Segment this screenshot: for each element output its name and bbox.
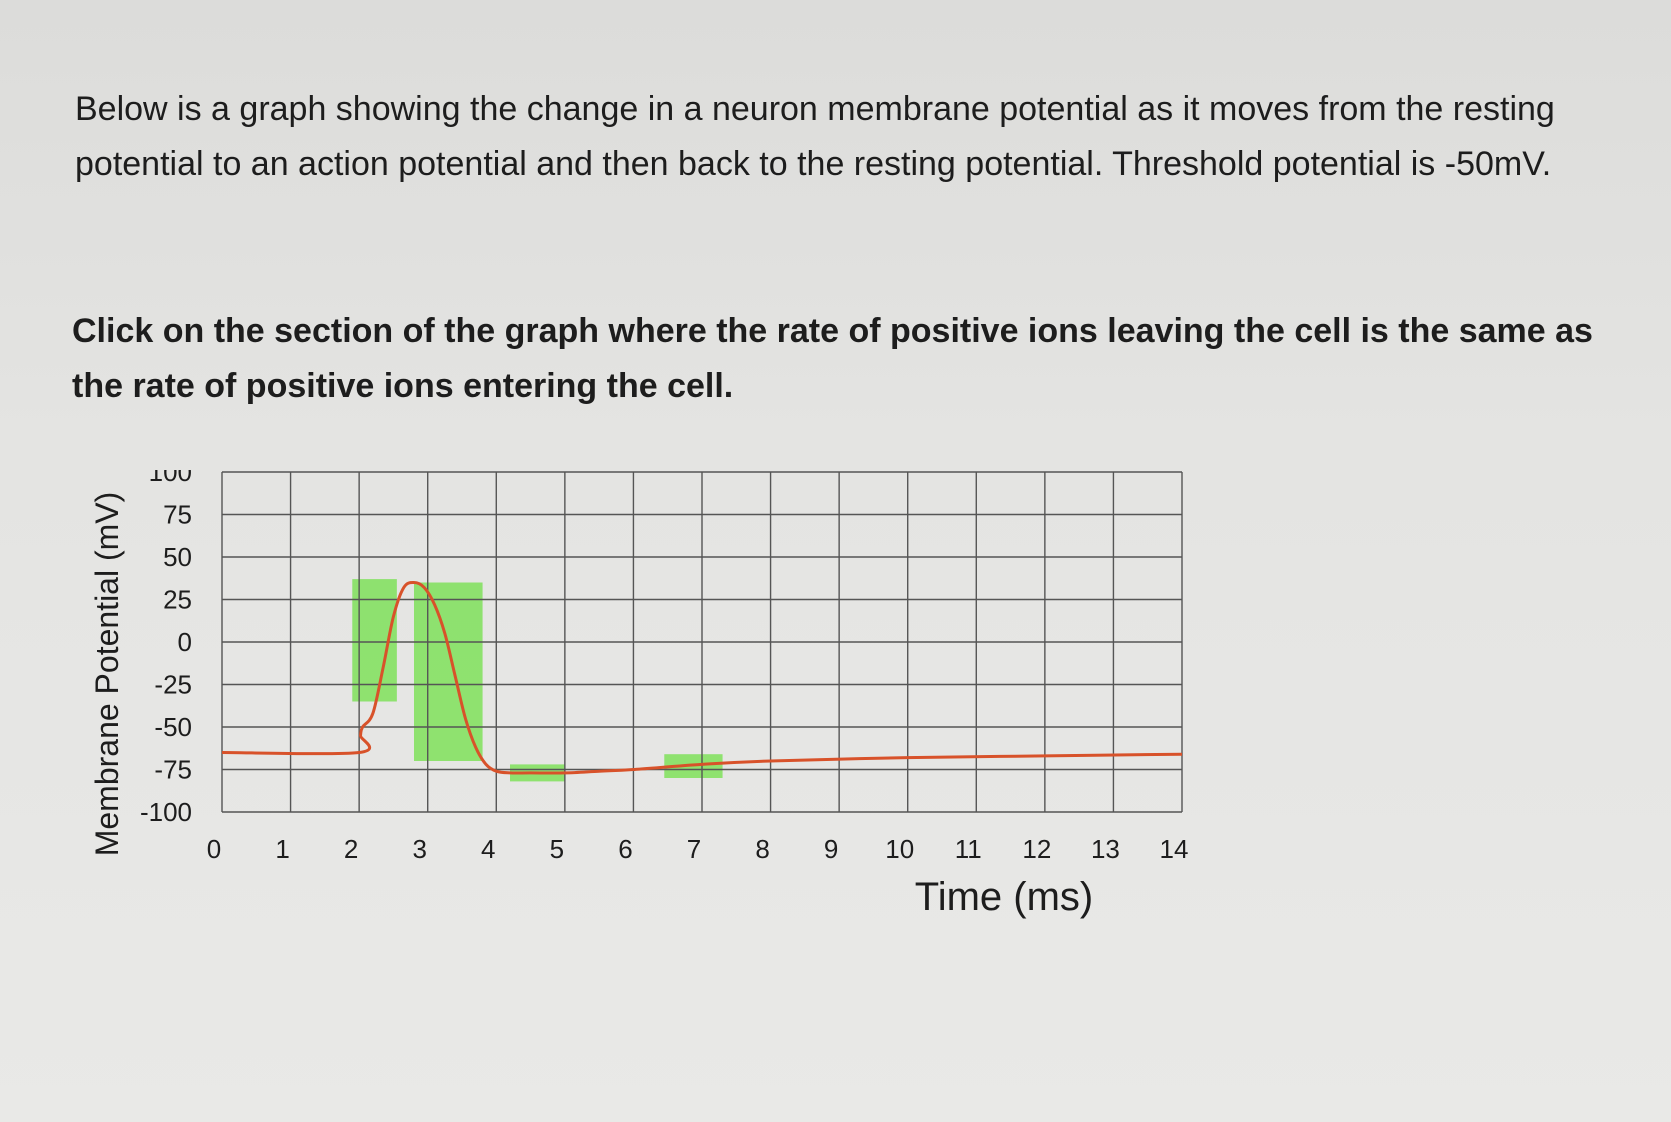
y-tick-label: -25 (154, 669, 192, 700)
x-tick-label: 5 (549, 834, 565, 864)
x-tick-label: 13 (1090, 834, 1120, 864)
y-tick-label: -100 (139, 797, 192, 827)
x-tick-label: 11 (954, 834, 982, 864)
x-tick-label: 4 (481, 834, 496, 864)
y-tick-label: -50 (154, 712, 192, 742)
x-tick-label: 1 (275, 834, 290, 864)
y-tick-label: 25 (163, 584, 192, 615)
question-intro-text: Below is a graph showing the change in a neuron membrane potential as it moves from the resting potential to an action potential and then back to the resting potential. Threshold potential is -50mV. (75, 90, 1555, 183)
x-tick-label: 6 (618, 834, 633, 864)
y-tick-label: 100 (148, 470, 192, 487)
chart-svg (70, 470, 1270, 990)
x-tick-label: 14 (1159, 834, 1189, 864)
y-tick-labels (140, 470, 192, 827)
x-tick-label: 12 (1022, 834, 1052, 864)
question-prompt-text: Click on the section of the graph where the rate of positive ions leaving the cell is the same as the rate of positive ions entering the cell. (72, 312, 1593, 405)
y-tick-label: 75 (163, 499, 192, 530)
x-tick-label: 9 (823, 834, 839, 864)
region-repolarization[interactable] (414, 583, 483, 762)
x-tick-label: 8 (755, 834, 770, 864)
x-tick-label: 3 (412, 834, 427, 864)
x-tick-label: 7 (686, 834, 702, 864)
x-tick-labels (207, 834, 1189, 864)
y-tick-label: -75 (154, 754, 192, 785)
y-axis-label: Membrane Potential (mV) (89, 491, 125, 857)
x-tick-label: 0 (206, 834, 222, 864)
y-tick-label: 0 (177, 627, 192, 657)
x-tick-label: 10 (885, 834, 915, 864)
x-tick-label: 2 (343, 834, 359, 864)
chart-grid (222, 472, 1182, 812)
y-tick-label: 50 (163, 542, 192, 572)
clickable-regions-layer (352, 579, 722, 781)
membrane-potential-chart (70, 470, 1270, 990)
x-axis-label: Time (ms) (914, 875, 1094, 919)
